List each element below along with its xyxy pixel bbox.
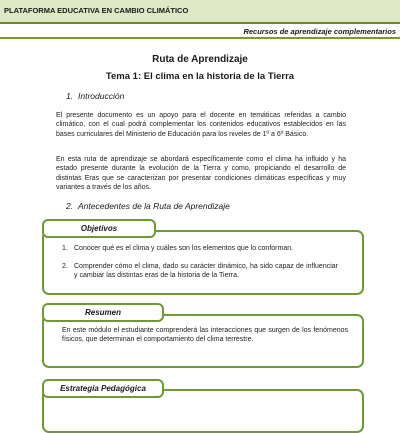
- section-number: 1.: [66, 91, 74, 101]
- objective-text: Comprender cómo el clima, dado su carácter dinámico, ha sido capaz de influenciar y cambiar las distintas eras de la historia de la Tierra.: [74, 263, 338, 280]
- objective-number: 1.: [62, 245, 68, 252]
- document-title: Ruta de Aprendizaje: [152, 54, 248, 65]
- section-title: Introducción: [78, 91, 125, 101]
- section-number: 2.: [66, 201, 74, 211]
- header-divider: [0, 22, 400, 24]
- objective-number: 2.: [62, 263, 68, 270]
- section-title: Antecedentes de la Ruta de Aprendizaje: [78, 201, 230, 211]
- intro-paragraph-1: El presente documento es un apoyo para el docente en temáticas referidas a cambio climático, con el cual podrá complementar los contenidos educativos establecidos en las bases curriculares del Ministerio de Educación para los niveles de 1º a 6º Básico.: [56, 112, 346, 138]
- estrategia-label: Estrategia Pedagógica: [42, 379, 164, 398]
- objective-item: [62, 262, 338, 281]
- resumen-label: Resumen: [42, 303, 164, 322]
- objective-text: Conocer qué es el clima y cuáles son los elementos que lo conforman.: [74, 245, 294, 252]
- objetivos-label: Objetivos: [42, 219, 156, 238]
- resumen-text: En este módulo el estudiante comprenderá las interacciones que surgen de los fenómenos físicos, que determinan el comportamiento del clima terrestre.: [62, 327, 348, 344]
- section-heading-antecedentes: [66, 201, 230, 211]
- platform-title: PLATAFORMA EDUCATIVA EN CAMBIO CLIMÁTICO: [4, 6, 189, 15]
- objective-item: [62, 244, 338, 253]
- document-subtitle: Tema 1: El clima en la historia de la Tierra: [105, 71, 295, 82]
- resources-label: Recursos de aprendizaje complementarios: [243, 27, 396, 36]
- intro-paragraph-2: En esta ruta de aprendizaje se abordará específicamente como el clima ha influido y ha estado presente durante la evolución de la Tierra y como, propiciando el desarrollo de distintas Eras que se caracterizan por presentar condiciones climáticas específicas y muy variantes a través de los años.: [56, 156, 346, 192]
- section-heading-introduccion: [66, 91, 124, 101]
- resources-divider: [0, 37, 400, 39]
